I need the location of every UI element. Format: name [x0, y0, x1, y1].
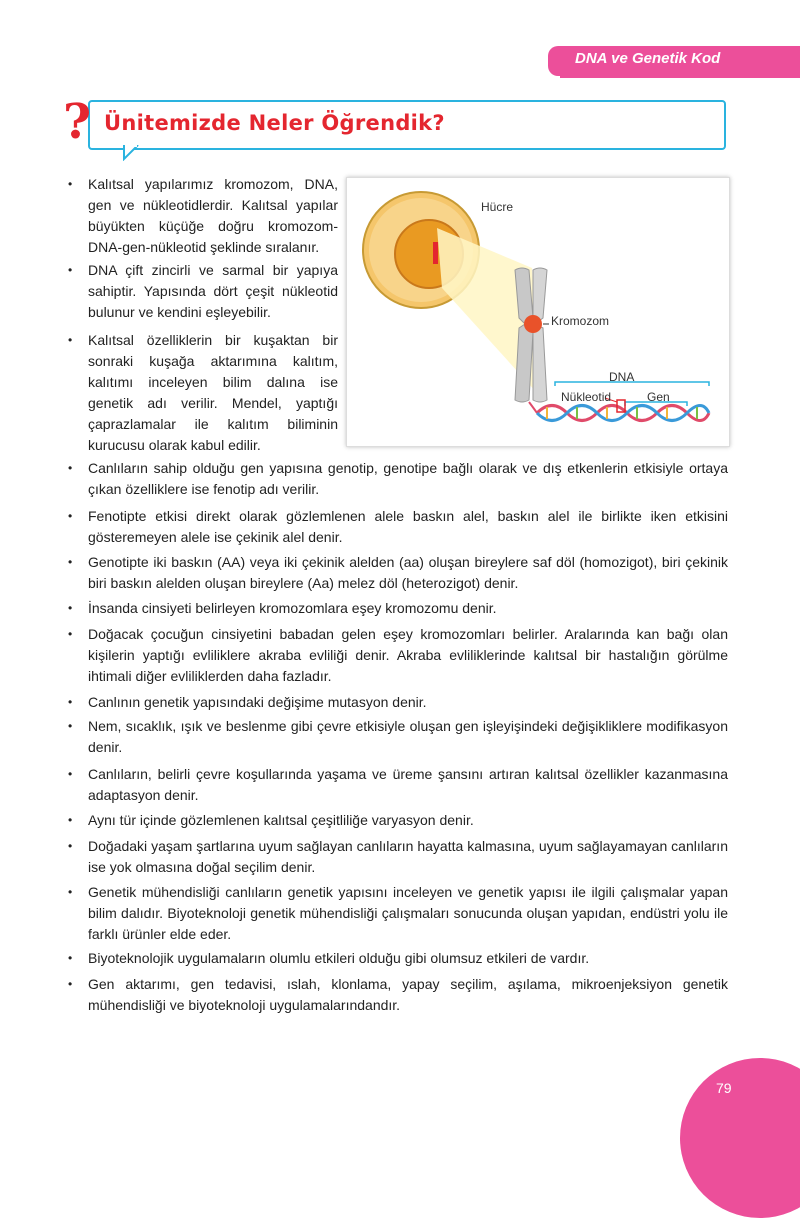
chapter-title: DNA ve Genetik Kod [575, 50, 721, 67]
page-number-badge [680, 1058, 800, 1218]
label-gene: Gen [647, 390, 670, 404]
list-item: • DNA çift zincirli ve sarmal bir yapıya sahiptir. Yapısında dört çeşit nükleotid bulunur ve kendini eşleyebilir. [68, 260, 338, 323]
page-title: Ünitemizde Neler Öğrendik? [104, 111, 445, 135]
list-item: • Genotipte iki baskın (AA) veya iki çekinik alelden (aa) oluşan bireylere saf döl (homozigot), biri çekinik biri baskın alelden oluşan bireylere (Aa) melez döl (heterozigot) denir. [68, 552, 728, 594]
list-item: • Fenotipte etkisi direkt olarak gözlemlenen alele baskın alel, baskın alel ile birlikte iken etkisini gösteremeyen alele ise çekinik alel denir. [68, 506, 728, 548]
label-nucleotide: Nükleotid [561, 390, 612, 404]
label-dna: DNA [609, 370, 635, 384]
title-pointer [122, 145, 142, 161]
list-item: • Canlının genetik yapısındaki değişime mutasyon denir. [68, 692, 728, 713]
list-item: • Kalıtsal yapılarımız kromozom, DNA, gen ve nükleotidlerdir. Kalıtsal yapılar büyükten küçüğe doğru kromozom-DNA-gen-nükleotid şeklinde sıralanır. [68, 174, 338, 258]
list-item: • Canlıların, belirli çevre koşullarında yaşama ve üreme şansını artıran kalıtsal özellikler kazanmasına adaptasyon denir. [68, 764, 728, 806]
list-item: • Aynı tür içinde gözlemlenen kalıtsal çeşitliliğe varyasyon denir. [68, 810, 728, 831]
chapter-underline [560, 76, 800, 78]
list-item: • Gen aktarımı, gen tedavisi, ıslah, klonlama, yapay seçilim, aşılama, mikroenjeksiyon genetik mühendisliği ve biyoteknoloji uygulamalarındandır. [68, 974, 728, 1016]
list-item: • Kalıtsal özelliklerin bir kuşaktan bir sonraki kuşağa aktarımına kalıtım, kalıtımı inceleyen bilim dalına ise genetik adı verilir. Mendel, yaptığı çaprazlamalar ile kalıtım biliminin kurucusu olarak kabul edilir. [68, 330, 338, 456]
label-chromosome: Kromozom [551, 314, 610, 328]
list-item: • Nem, sıcaklık, ışık ve beslenme gibi çevre etkisiyle oluşan gen işleyişindeki değişikliklere modifikasyon denir. [68, 716, 728, 758]
page-number: 79 [716, 1080, 732, 1096]
question-mark-icon: ? [63, 94, 92, 150]
list-item: • Biyoteknolojik uygulamaların olumlu etkileri olduğu gibi olumsuz etkileri de vardır. [68, 948, 728, 969]
list-item: • Doğacak çocuğun cinsiyetini babadan gelen eşey kromozomları belirler. Aralarında kan bağı olan kişilerin yaptığı evliliklere akraba evliliği denir. Akraba evliliklerinde kalıtsal bir hastalığın görülme ihtimali diğer evliliklerden daha fazladır. [68, 624, 728, 687]
genetics-figure [346, 177, 730, 447]
cell-chromosome-icon [433, 242, 438, 264]
label-cell: Hücre [481, 200, 514, 214]
list-item: • Doğadaki yaşam şartlarına uyum sağlayan canlıların hayatta kalmasına, uyum sağlayamayan canlıların ise yok olmasına doğal seçilim denir. [68, 836, 728, 878]
list-item: • Genetik mühendisliği canlıların genetik yapısını inceleyen ve genetik yapısı ile ilgili çalışmalar yapan bilim dalıdır. Biyoteknoloji genetik mühendisliği çalışmaları sonucunda oluşan yapıdan, endüstri yolu ile farklı ürünler elde eder. [68, 882, 728, 945]
list-item: • Canlıların sahip olduğu gen yapısına genotip, genotipe bağlı olarak ve dış etkenlerin etkisiyle ortaya çıkan özelliklere ise fenotip adı verilir. [68, 458, 728, 500]
list-item: • İnsanda cinsiyeti belirleyen kromozomlara eşey kromozomu denir. [68, 598, 728, 619]
figure-illustration [347, 178, 729, 446]
